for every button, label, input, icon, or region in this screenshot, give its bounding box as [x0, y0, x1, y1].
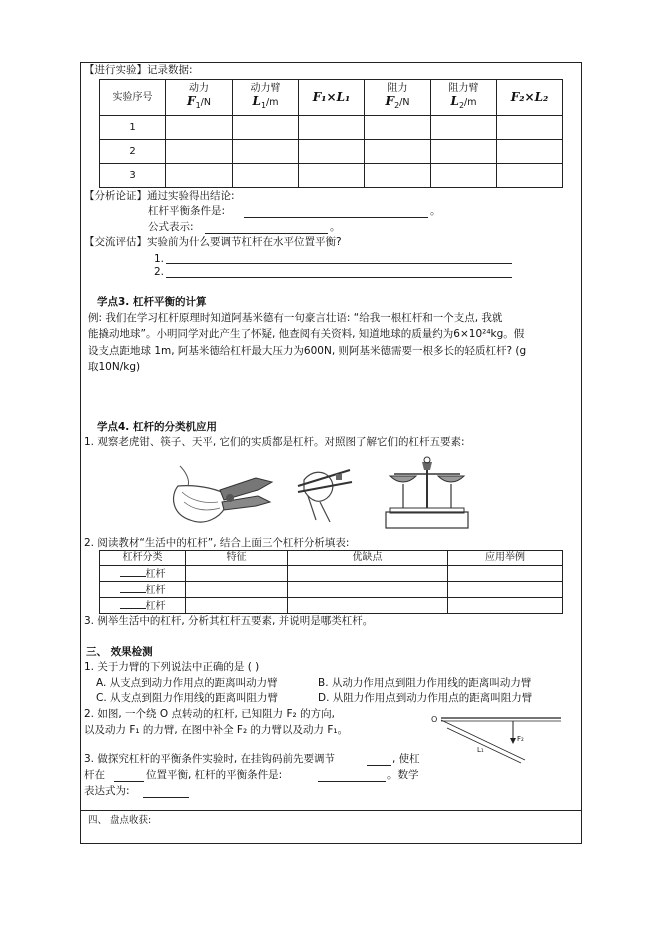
data-cell[interactable] — [166, 140, 233, 164]
data-cell[interactable] — [365, 116, 431, 140]
fig-label-l1: L₁ — [477, 746, 484, 754]
data-cell[interactable] — [299, 140, 365, 164]
formula-label: 公式表示: — [148, 221, 194, 233]
section3-line-4: 取10N/kg) — [88, 361, 141, 373]
col-header-subscript: 2 — [394, 101, 400, 110]
table-row — [100, 164, 563, 188]
col-header-unit: /N — [399, 97, 410, 108]
col-header-subscript: 2 — [458, 101, 465, 110]
section3-title: 学点3. 杠杆平衡的计算 — [97, 296, 207, 308]
col-header-unit: /m — [464, 97, 477, 108]
experiment-col-header — [100, 80, 166, 116]
check-title: 三、 效果检测 — [86, 646, 153, 658]
experiment-col-header — [497, 80, 563, 116]
pros-cons-cell[interactable] — [288, 582, 448, 598]
data-cell[interactable] — [166, 116, 233, 140]
col-header-unit: /N — [200, 97, 211, 108]
section3-line-3: 设支点距地球 1m, 阿基米德给杠杆最大压力为600N, 则阿基米德需要一根多长的轻质杠杆? (g — [88, 345, 527, 357]
data-cell[interactable] — [299, 116, 365, 140]
col-header-label: 动力 — [189, 83, 209, 94]
data-cell[interactable] — [166, 164, 233, 188]
col-header-variable: L — [252, 94, 261, 108]
data-cell[interactable] — [233, 164, 299, 188]
adjust-blank[interactable] — [367, 765, 391, 766]
check-q3-line-2b: 位置平衡, 杠杆的平衡条件是: — [146, 769, 283, 781]
fig-label-o: O — [431, 715, 438, 724]
section4-q2: 2. 阅读教材“生活中的杠杆”, 结合上面三个杠杆分析填表: — [84, 537, 350, 549]
col-header-feature: 特征 — [186, 551, 288, 566]
expression-blank[interactable] — [143, 797, 189, 798]
balance-illustration — [380, 452, 475, 534]
col-header-examples: 应用举例 — [448, 551, 563, 566]
pros-cons-cell[interactable] — [288, 598, 448, 614]
final-divider — [80, 810, 582, 811]
position-blank[interactable] — [114, 781, 144, 782]
feature-cell[interactable] — [186, 598, 288, 614]
col-header-subscript: 1 — [195, 101, 201, 110]
examples-cell[interactable] — [448, 598, 563, 614]
data-cell[interactable] — [365, 140, 431, 164]
col-header-variable: F₂×L₂ — [510, 89, 549, 104]
lever-diagram[interactable] — [425, 708, 565, 764]
table-row — [100, 598, 563, 614]
data-cell[interactable] — [299, 164, 365, 188]
data-cell[interactable] — [431, 164, 497, 188]
discussion-blank-1[interactable] — [166, 263, 512, 264]
section4-q3: 3. 例举生活中的杠杆, 分析其杠杆五要素, 并说明是哪类杠杆。 — [84, 615, 374, 627]
section4-title: 学点4. 杠杆的分类机应用 — [97, 421, 217, 433]
data-cell[interactable] — [497, 140, 563, 164]
check-q3-line-2a: 杆在 — [84, 769, 105, 781]
option-c[interactable]: C. 从支点到阻力作用线的距离叫阻力臂 — [96, 692, 279, 704]
formula-end-mark: 。 — [330, 221, 341, 233]
experiment-heading: 【进行实验】记录数据: — [84, 64, 193, 76]
data-cell[interactable] — [431, 140, 497, 164]
condition-blank[interactable] — [244, 217, 428, 218]
section3-line-1: 例: 我们在学习杠杆原理时知道阿基米德有一句豪言壮语: “给我一根杠杆和一个支点, 我就 — [88, 312, 503, 324]
col-header-category: 杠杆分类 — [100, 551, 186, 566]
col-header-label: 动力臂 — [250, 83, 281, 94]
condition-end-mark: 。 — [430, 205, 441, 217]
row-suffix: 杠杆 — [145, 601, 166, 612]
table-row — [100, 566, 563, 582]
col-header-unit: /m — [266, 97, 279, 108]
condition-label: 杠杆平衡条件是: — [148, 205, 226, 217]
option-a[interactable]: A. 从支点到动力作用点的距离叫动力臂 — [96, 677, 278, 689]
section3-line-2: 能撬动地球”。小明同学对此产生了怀疑, 他查阅有关资料, 知道地球的质量约为6×10²⁴kg。假 — [88, 328, 525, 340]
check-q3-line-2c: 。数学 — [387, 769, 419, 781]
col-header-variable: L — [450, 94, 459, 108]
check-q3-line-3: 表达式为: — [84, 785, 130, 797]
chopsticks-illustration — [290, 456, 360, 526]
pros-cons-cell[interactable] — [288, 566, 448, 582]
data-cell[interactable] — [497, 116, 563, 140]
feature-cell[interactable] — [186, 582, 288, 598]
category-blank[interactable] — [120, 598, 146, 609]
option-b[interactable]: B. 从动力作用点到阻力作用线的距离叫动力臂 — [318, 677, 532, 689]
row-suffix: 杠杆 — [145, 569, 166, 580]
col-header-subscript: 1 — [260, 101, 267, 110]
fig-label-f2: F₂ — [517, 735, 524, 743]
experiment-table — [99, 79, 563, 188]
check-q2-line-1: 2. 如图, 一个绕 O 点转动的杠杆, 已知阻力 F₂ 的方向, — [84, 708, 335, 720]
data-cell[interactable] — [233, 140, 299, 164]
col-header-label: 阻力 — [387, 83, 408, 94]
examples-cell[interactable] — [448, 566, 563, 582]
trial-number: 3 — [100, 164, 166, 188]
section4-q1: 1. 观察老虎钳、筷子、天平, 它们的实质都是杠杆。对照图了解它们的杠杆五要素: — [84, 436, 465, 448]
discussion-heading: 【交流评估】实验前为什么要调节杠杆在水平位置平衡? — [84, 236, 342, 248]
experiment-col-header — [166, 80, 233, 116]
data-cell[interactable] — [233, 116, 299, 140]
table-row — [100, 140, 563, 164]
experiment-header-row — [100, 80, 563, 116]
col-header-label: 阻力臂 — [448, 83, 479, 94]
check-q2-line-2: 以及动力 F₁ 的力臂, 在图中补全 F₂ 的力臂以及动力 F₁。 — [84, 724, 349, 736]
discussion-item-2: 2. — [154, 266, 165, 278]
experiment-col-header — [299, 80, 365, 116]
option-d[interactable]: D. 从阻力作用点到动力作用点的距离叫阻力臂 — [318, 692, 533, 704]
category-blank[interactable] — [120, 566, 146, 577]
feature-cell[interactable] — [186, 566, 288, 582]
analysis-heading: 【分析论证】通过实验得出结论: — [84, 190, 235, 202]
col-header-variable: F — [385, 94, 395, 108]
category-blank[interactable] — [120, 582, 146, 593]
table-row — [100, 116, 563, 140]
experiment-col-header — [431, 80, 497, 116]
experiment-col-header — [365, 80, 431, 116]
col-header-variable: F — [187, 94, 196, 108]
data-cell[interactable] — [431, 116, 497, 140]
data-cell[interactable] — [365, 164, 431, 188]
col-header-pros-cons: 优缺点 — [288, 551, 448, 566]
trial-number: 2 — [100, 140, 166, 164]
final-title: 四、 盘点收获: — [88, 815, 152, 826]
data-cell[interactable] — [497, 164, 563, 188]
lever-classification-table — [99, 550, 563, 614]
experiment-col-header — [233, 80, 299, 116]
trial-number: 1 — [100, 116, 166, 140]
discussion-item-1: 1. — [154, 253, 165, 265]
pliers-illustration — [160, 456, 280, 531]
examples-cell[interactable] — [448, 582, 563, 598]
table-row — [100, 582, 563, 598]
check-q1: 1. 关于力臂的下列说法中正确的是 ( ) — [84, 661, 260, 673]
check-q3-line-1b: , 使杠 — [392, 753, 420, 765]
formula-blank[interactable] — [205, 233, 328, 234]
row-suffix: 杠杆 — [145, 585, 166, 596]
check-q3-line-1a: 3. 做探究杠杆的平衡条件实验时, 在挂钩码前先要调节 — [84, 753, 336, 765]
discussion-blank-2[interactable] — [166, 277, 512, 278]
condition-answer-blank[interactable] — [318, 781, 386, 782]
col-header-variable: F₁×L₁ — [312, 89, 351, 104]
col-header-label: 实验序号 — [112, 91, 153, 103]
